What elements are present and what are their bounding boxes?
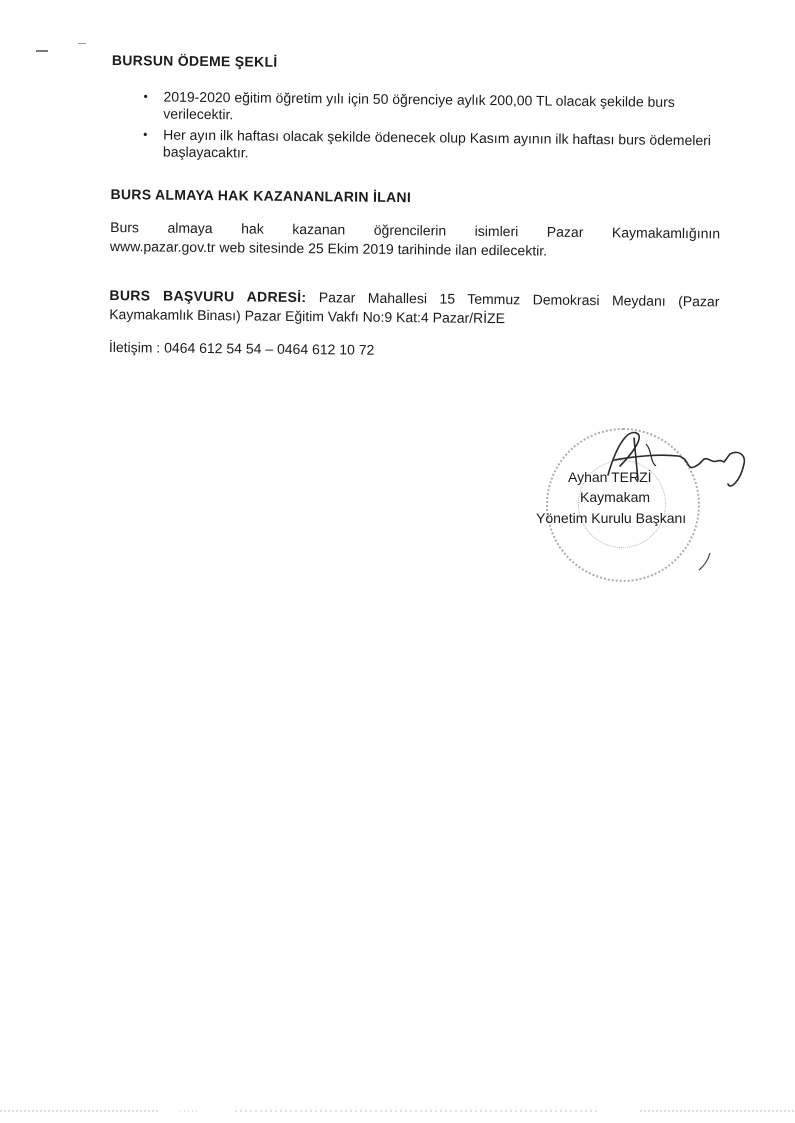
scan-mark [36, 50, 48, 52]
signatory-title: Kaymakam [580, 489, 651, 505]
announcement-line-1: Burs almaya hak kazanan öğrencilerin isimleri Pazar Kaymakamlığının [110, 218, 721, 242]
bullet-text: 2019-2020 eğitim öğretim yılı için 50 öğrenciye aylık 200,00 TL olacak şekilde burs verilecektir. [163, 88, 675, 123]
contact-info: İletişim : 0464 612 54 54 – 0464 612 10 72 [108, 338, 375, 358]
signatory-name: Ayhan TERZİ [568, 469, 652, 485]
payment-bullet-list [111, 88, 722, 166]
application-address [109, 286, 719, 330]
bullet-text: Her ayın ilk haftası olacak şekilde ödenecek olup Kasım ayının ilk haftası burs ödemeleri başlayacaktır. [162, 126, 712, 161]
pen-stroke-icon [698, 552, 712, 572]
list-item [111, 88, 721, 128]
scan-edge-noise [0, 1108, 795, 1114]
signature-block [528, 420, 738, 590]
document-body [109, 52, 722, 363]
payment-method-heading: BURSUN ÖDEME ŞEKLİ [111, 52, 278, 70]
announcement-heading: BURS ALMAYA HAK KAZANANLARIN İLANI [110, 185, 412, 206]
list-item [111, 126, 721, 166]
announcement-line-2: www.pazar.gov.tr web sitesinde 25 Ekim 2019 tarihinde ilan edilecektir. [109, 237, 548, 259]
announcement-paragraph [110, 218, 720, 262]
scan-mark [78, 43, 86, 44]
address-label: BURS BAŞVURU ADRESİ: [109, 286, 307, 306]
address-text: Pazar Mahallesi 15 Temmuz Demokrasi Meydanı (Pazar Kaymakamlık Binası) Pazar Eğitim Vakfı No:9 Kat:4 Pazar/RİZE [109, 289, 720, 327]
signatory-role: Yönetim Kurulu Başkanı [536, 510, 687, 526]
bullet-icon: • [143, 89, 148, 104]
bullet-icon: • [143, 127, 148, 142]
